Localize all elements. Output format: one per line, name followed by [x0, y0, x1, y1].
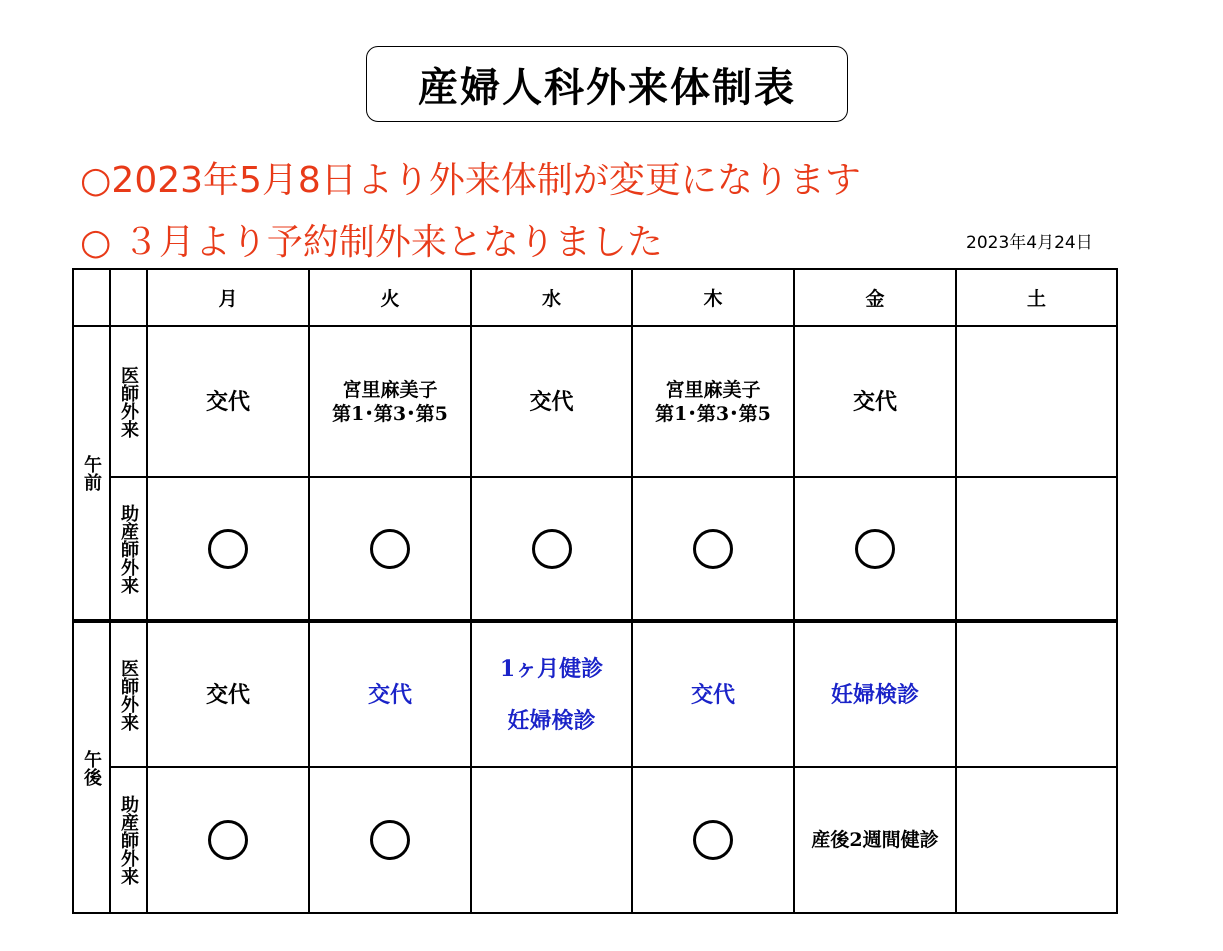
pm-midwife-sat	[955, 766, 1118, 914]
pm-doctor-mon-text: 交代	[205, 681, 250, 708]
pm-doctor-sat	[955, 621, 1118, 768]
issue-date: 2023年4月24日	[966, 233, 1093, 253]
available-circle-icon	[370, 820, 410, 860]
pm-doctor-thu	[631, 621, 795, 768]
pm-doctor-fri-text: 妊婦検診	[830, 681, 919, 708]
page-title: 産婦人科外来体制表	[366, 46, 848, 122]
notice-schedule-change: ○2023年5月8日より外来体制が変更になります	[80, 160, 861, 201]
am-doctor-tue-name: 宮里麻美子	[342, 378, 438, 401]
am-doctor-mon-text: 交代	[205, 388, 250, 415]
am-midwife-wed	[470, 476, 633, 621]
row-label-pm-doctor: 医師外来	[109, 621, 148, 768]
am-doctor-thu	[631, 325, 795, 478]
period-am: 午前	[72, 325, 111, 621]
header-wed: 水	[470, 268, 633, 327]
notice-reservation: ○ ３月より予約制外来となりました	[80, 222, 663, 263]
am-doctor-tue	[308, 325, 472, 478]
pm-doctor-mon	[146, 621, 310, 768]
pm-midwife-fri-text: 産後2週間健診	[811, 829, 939, 851]
schedule-table	[72, 268, 1118, 914]
header-corner-2	[109, 268, 148, 327]
am-doctor-wed-text: 交代	[529, 388, 574, 415]
row-label-pm-midwife: 助産師外来	[109, 766, 148, 914]
available-circle-icon	[370, 529, 410, 569]
pm-doctor-fri	[793, 621, 957, 768]
available-circle-icon	[208, 529, 248, 569]
pm-midwife-tue	[308, 766, 472, 914]
am-doctor-fri	[793, 325, 957, 478]
available-circle-icon	[532, 529, 572, 569]
row-label-am-midwife: 助産師外来	[109, 476, 148, 621]
am-doctor-mon	[146, 325, 310, 478]
row-label-am-doctor: 医師外来	[109, 325, 148, 478]
available-circle-icon	[693, 820, 733, 860]
pm-doctor-thu-text: 交代	[690, 681, 735, 708]
am-midwife-mon	[146, 476, 310, 621]
am-doctor-sat	[955, 325, 1118, 478]
pm-doctor-wed-line1: 1ヶ月健診	[499, 655, 604, 682]
header-thu: 木	[631, 268, 795, 327]
am-midwife-thu	[631, 476, 795, 621]
am-doctor-wed	[470, 325, 633, 478]
pm-doctor-wed	[470, 621, 633, 768]
am-doctor-fri-text: 交代	[852, 388, 897, 415]
am-doctor-tue-weeks: 第1･第3･第5	[332, 402, 448, 425]
header-tue: 火	[308, 268, 472, 327]
header-fri: 金	[793, 268, 957, 327]
available-circle-icon	[855, 529, 895, 569]
pm-midwife-mon	[146, 766, 310, 914]
header-corner-1	[72, 268, 111, 327]
available-circle-icon	[693, 529, 733, 569]
pm-midwife-thu	[631, 766, 795, 914]
am-midwife-tue	[308, 476, 472, 621]
header-sat: 土	[955, 268, 1118, 327]
pm-doctor-wed-line2: 妊婦検診	[507, 707, 596, 734]
period-pm: 午後	[72, 621, 111, 914]
am-doctor-thu-name: 宮里麻美子	[665, 378, 761, 401]
am-doctor-thu-weeks: 第1･第3･第5	[655, 402, 771, 425]
pm-midwife-wed	[470, 766, 633, 914]
pm-midwife-fri	[793, 766, 957, 914]
pm-doctor-tue-text: 交代	[367, 681, 412, 708]
available-circle-icon	[208, 820, 248, 860]
am-midwife-fri	[793, 476, 957, 621]
pm-doctor-tue	[308, 621, 472, 768]
header-mon: 月	[146, 268, 310, 327]
am-midwife-sat	[955, 476, 1118, 621]
